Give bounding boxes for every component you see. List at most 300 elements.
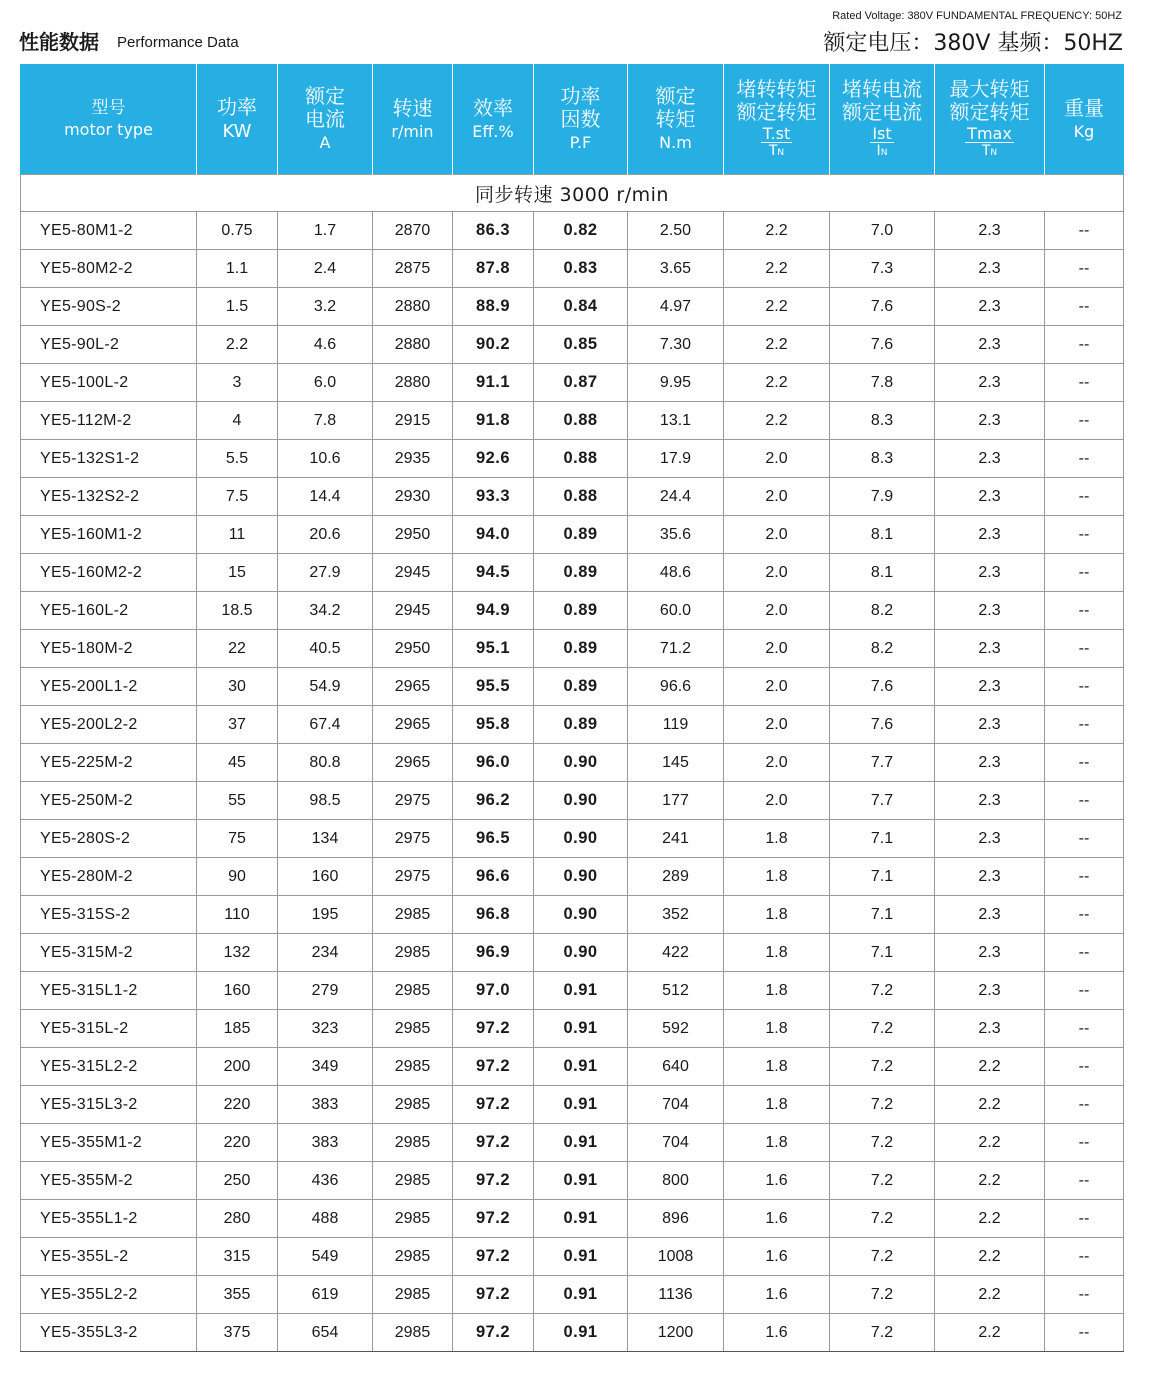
cell-power-factor: 0.90 <box>534 934 628 972</box>
cell-max-torque-ratio: 2.3 <box>935 896 1045 934</box>
ratio-fraction <box>870 125 893 160</box>
cell-speed: 2950 <box>373 630 453 668</box>
cell-efficiency: 86.3 <box>453 212 534 250</box>
table-row <box>21 1200 1124 1238</box>
cell-model: YE5-80M1-2 <box>21 212 197 250</box>
cell-locked-torque-ratio: 2.0 <box>724 478 830 516</box>
cell-speed: 2965 <box>373 668 453 706</box>
cell-rated-current: 3.2 <box>278 288 373 326</box>
cell-rated-current: 134 <box>278 820 373 858</box>
cell-rated-torque: 800 <box>628 1162 724 1200</box>
cell-speed: 2965 <box>373 706 453 744</box>
cell-weight: -- <box>1045 212 1124 250</box>
cell-weight: -- <box>1045 402 1124 440</box>
cell-rated-torque: 1008 <box>628 1238 724 1276</box>
cell-efficiency: 88.9 <box>453 288 534 326</box>
table-row <box>21 1314 1124 1352</box>
cell-power: 7.5 <box>197 478 278 516</box>
cell-model: YE5-100L-2 <box>21 364 197 402</box>
cell-speed: 2985 <box>373 1086 453 1124</box>
cell-rated-torque: 7.30 <box>628 326 724 364</box>
col-header-efficiency <box>453 64 534 175</box>
col-header-label: 功率因数 <box>560 84 601 132</box>
col-header-label: 额定电流 <box>305 84 345 132</box>
cell-efficiency: 96.2 <box>453 782 534 820</box>
cell-speed: 2985 <box>373 972 453 1010</box>
col-header-unit: motor type <box>64 120 153 140</box>
table-row <box>21 516 1124 554</box>
cell-power-factor: 0.89 <box>534 706 628 744</box>
cell-efficiency: 94.5 <box>453 554 534 592</box>
cell-model: YE5-315L1-2 <box>21 972 197 1010</box>
table-row <box>21 592 1124 630</box>
cell-power: 200 <box>197 1048 278 1086</box>
cell-max-torque-ratio: 2.3 <box>935 516 1045 554</box>
cell-locked-current-ratio: 7.2 <box>830 1048 935 1086</box>
cell-speed: 2975 <box>373 820 453 858</box>
cell-locked-torque-ratio: 1.6 <box>724 1314 830 1352</box>
cell-locked-torque-ratio: 2.2 <box>724 288 830 326</box>
cell-power-factor: 0.89 <box>534 668 628 706</box>
cell-weight: -- <box>1045 1314 1124 1352</box>
table-body <box>21 175 1124 1352</box>
cell-weight: -- <box>1045 744 1124 782</box>
cell-locked-current-ratio: 7.3 <box>830 250 935 288</box>
cell-efficiency: 95.8 <box>453 706 534 744</box>
cell-weight: -- <box>1045 1086 1124 1124</box>
cell-max-torque-ratio: 2.2 <box>935 1276 1045 1314</box>
cell-power: 160 <box>197 972 278 1010</box>
cell-locked-torque-ratio: 1.6 <box>724 1200 830 1238</box>
cell-model: YE5-160M2-2 <box>21 554 197 592</box>
cell-power: 37 <box>197 706 278 744</box>
cell-rated-torque: 704 <box>628 1086 724 1124</box>
cell-speed: 2985 <box>373 1314 453 1352</box>
cell-locked-current-ratio: 7.8 <box>830 364 935 402</box>
cell-locked-torque-ratio: 1.6 <box>724 1162 830 1200</box>
ratio-fraction <box>761 125 793 160</box>
cell-weight: -- <box>1045 858 1124 896</box>
col-header-rated-current <box>278 64 373 175</box>
cell-locked-torque-ratio: 1.8 <box>724 934 830 972</box>
cell-locked-torque-ratio: 1.8 <box>724 820 830 858</box>
cell-power-factor: 0.89 <box>534 554 628 592</box>
cell-weight: -- <box>1045 934 1124 972</box>
cell-locked-current-ratio: 7.1 <box>830 858 935 896</box>
cell-power-factor: 0.83 <box>534 250 628 288</box>
ratio-numerator: Ist <box>872 123 892 143</box>
cell-locked-torque-ratio: 1.8 <box>724 1124 830 1162</box>
cell-rated-current: 6.0 <box>278 364 373 402</box>
cell-max-torque-ratio: 2.2 <box>935 1238 1045 1276</box>
col-header-label: 额定转矩 <box>949 99 1030 124</box>
cell-power-factor: 0.91 <box>534 1200 628 1238</box>
cell-speed: 2930 <box>373 478 453 516</box>
table-row <box>21 212 1124 250</box>
col-header-unit: Kg <box>1073 121 1095 141</box>
ratio-numerator: T.st <box>762 123 791 143</box>
cell-power: 55 <box>197 782 278 820</box>
cell-power: 22 <box>197 630 278 668</box>
cell-speed: 2935 <box>373 440 453 478</box>
cell-rated-torque: 145 <box>628 744 724 782</box>
cell-rated-current: 549 <box>278 1238 373 1276</box>
cell-efficiency: 96.8 <box>453 896 534 934</box>
table-header <box>21 64 1124 175</box>
cell-power: 280 <box>197 1200 278 1238</box>
cell-rated-torque: 3.65 <box>628 250 724 288</box>
col-header-label: 堵转电流 <box>842 76 922 101</box>
cell-power-factor: 0.89 <box>534 630 628 668</box>
cell-weight: -- <box>1045 820 1124 858</box>
cell-rated-current: 98.5 <box>278 782 373 820</box>
cell-locked-current-ratio: 7.2 <box>830 1086 935 1124</box>
cell-locked-current-ratio: 7.1 <box>830 820 935 858</box>
cell-power-factor: 0.88 <box>534 478 628 516</box>
cell-rated-current: 27.9 <box>278 554 373 592</box>
cell-efficiency: 96.5 <box>453 820 534 858</box>
cell-rated-current: 383 <box>278 1086 373 1124</box>
page-title-zh: 性能数据 <box>19 30 99 54</box>
cell-weight: -- <box>1045 1124 1124 1162</box>
table-row <box>21 1124 1124 1162</box>
cell-max-torque-ratio: 2.3 <box>935 326 1045 364</box>
cell-efficiency: 91.1 <box>453 364 534 402</box>
cell-rated-current: 14.4 <box>278 478 373 516</box>
cell-power: 250 <box>197 1162 278 1200</box>
sync-speed-row <box>21 175 1124 212</box>
cell-locked-current-ratio: 7.7 <box>830 744 935 782</box>
cell-weight: -- <box>1045 706 1124 744</box>
cell-power-factor: 0.88 <box>534 440 628 478</box>
cell-model: YE5-200L2-2 <box>21 706 197 744</box>
table-row <box>21 782 1124 820</box>
cell-locked-current-ratio: 7.2 <box>830 1314 935 1352</box>
col-header-unit: N.m <box>659 133 692 153</box>
cell-max-torque-ratio: 2.3 <box>935 744 1045 782</box>
col-header-locked-torque-ratio <box>724 64 830 175</box>
col-header-unit: Eff.% <box>472 121 514 141</box>
cell-rated-current: 7.8 <box>278 402 373 440</box>
cell-speed: 2985 <box>373 1200 453 1238</box>
col-header-label: 最大转矩 <box>949 76 1030 101</box>
col-header-rated-torque <box>628 64 724 175</box>
col-header-label: 转速 <box>392 95 433 120</box>
cell-model: YE5-180M-2 <box>21 630 197 668</box>
cell-locked-current-ratio: 8.2 <box>830 630 935 668</box>
cell-weight: -- <box>1045 592 1124 630</box>
cell-power: 18.5 <box>197 592 278 630</box>
cell-efficiency: 94.0 <box>453 516 534 554</box>
cell-efficiency: 97.2 <box>453 1314 534 1352</box>
table-row <box>21 744 1124 782</box>
table-row <box>21 1238 1124 1276</box>
cell-locked-current-ratio: 7.2 <box>830 972 935 1010</box>
cell-model: YE5-355L2-2 <box>21 1276 197 1314</box>
col-header-label: 效率 <box>473 95 513 120</box>
cell-power: 1.1 <box>197 250 278 288</box>
cell-locked-current-ratio: 8.3 <box>830 440 935 478</box>
col-header-label: 功率 <box>217 94 257 119</box>
cell-rated-torque: 422 <box>628 934 724 972</box>
cell-power: 220 <box>197 1124 278 1162</box>
cell-power-factor: 0.82 <box>534 212 628 250</box>
cell-power: 132 <box>197 934 278 972</box>
cell-power-factor: 0.91 <box>534 1314 628 1352</box>
cell-power-factor: 0.91 <box>534 1276 628 1314</box>
cell-weight: -- <box>1045 1010 1124 1048</box>
col-header-unit: r/min <box>391 121 434 141</box>
cell-rated-current: 160 <box>278 858 373 896</box>
cell-rated-torque: 4.97 <box>628 288 724 326</box>
cell-rated-torque: 241 <box>628 820 724 858</box>
cell-rated-current: 20.6 <box>278 516 373 554</box>
cell-max-torque-ratio: 2.2 <box>935 1314 1045 1352</box>
cell-power-factor: 0.90 <box>534 896 628 934</box>
cell-weight: -- <box>1045 516 1124 554</box>
cell-rated-torque: 119 <box>628 706 724 744</box>
cell-power-factor: 0.89 <box>534 592 628 630</box>
cell-rated-current: 67.4 <box>278 706 373 744</box>
table-row <box>21 706 1124 744</box>
cell-power-factor: 0.90 <box>534 782 628 820</box>
cell-locked-torque-ratio: 1.8 <box>724 972 830 1010</box>
cell-rated-current: 383 <box>278 1124 373 1162</box>
cell-efficiency: 97.2 <box>453 1124 534 1162</box>
cell-locked-torque-ratio: 2.0 <box>724 744 830 782</box>
table-row <box>21 896 1124 934</box>
cell-max-torque-ratio: 2.3 <box>935 478 1045 516</box>
table-row <box>21 402 1124 440</box>
cell-model: YE5-160L-2 <box>21 592 197 630</box>
cell-max-torque-ratio: 2.3 <box>935 630 1045 668</box>
cell-locked-torque-ratio: 1.6 <box>724 1276 830 1314</box>
cell-weight: -- <box>1045 554 1124 592</box>
cell-locked-torque-ratio: 2.0 <box>724 630 830 668</box>
col-header-label: 额定转矩 <box>655 84 696 132</box>
cell-max-torque-ratio: 2.3 <box>935 592 1045 630</box>
cell-max-torque-ratio: 2.2 <box>935 1200 1045 1238</box>
cell-rated-torque: 24.4 <box>628 478 724 516</box>
cell-locked-current-ratio: 7.7 <box>830 782 935 820</box>
cell-power: 315 <box>197 1238 278 1276</box>
cell-rated-current: 40.5 <box>278 630 373 668</box>
ratio-denominator: TN <box>981 143 998 160</box>
cell-efficiency: 97.2 <box>453 1010 534 1048</box>
table-row <box>21 1010 1124 1048</box>
cell-max-torque-ratio: 2.2 <box>935 1124 1045 1162</box>
cell-power: 5.5 <box>197 440 278 478</box>
cell-speed: 2965 <box>373 744 453 782</box>
cell-max-torque-ratio: 2.3 <box>935 402 1045 440</box>
cell-power-factor: 0.90 <box>534 820 628 858</box>
cell-model: YE5-280M-2 <box>21 858 197 896</box>
cell-model: YE5-160M1-2 <box>21 516 197 554</box>
table-row <box>21 478 1124 516</box>
cell-rated-torque: 512 <box>628 972 724 1010</box>
cell-power: 1.5 <box>197 288 278 326</box>
cell-locked-current-ratio: 7.2 <box>830 1124 935 1162</box>
cell-weight: -- <box>1045 1162 1124 1200</box>
cell-power-factor: 0.91 <box>534 1124 628 1162</box>
cell-locked-current-ratio: 7.6 <box>830 326 935 364</box>
cell-speed: 2870 <box>373 212 453 250</box>
cell-rated-torque: 640 <box>628 1048 724 1086</box>
cell-power: 2.2 <box>197 326 278 364</box>
cell-rated-torque: 17.9 <box>628 440 724 478</box>
cell-power: 0.75 <box>197 212 278 250</box>
cell-locked-current-ratio: 7.2 <box>830 1200 935 1238</box>
col-header-label: 堵转转矩 <box>736 76 817 101</box>
cell-weight: -- <box>1045 1200 1124 1238</box>
cell-power-factor: 0.89 <box>534 516 628 554</box>
cell-rated-current: 323 <box>278 1010 373 1048</box>
cell-model: YE5-80M2-2 <box>21 250 197 288</box>
cell-power-factor: 0.84 <box>534 288 628 326</box>
cell-rated-current: 619 <box>278 1276 373 1314</box>
cell-locked-torque-ratio: 2.2 <box>724 364 830 402</box>
cell-locked-torque-ratio: 1.8 <box>724 896 830 934</box>
cell-locked-current-ratio: 7.1 <box>830 934 935 972</box>
cell-locked-torque-ratio: 2.0 <box>724 516 830 554</box>
cell-rated-current: 234 <box>278 934 373 972</box>
cell-efficiency: 96.0 <box>453 744 534 782</box>
cell-efficiency: 94.9 <box>453 592 534 630</box>
col-header-label: 额定电流 <box>842 99 922 124</box>
cell-rated-torque: 60.0 <box>628 592 724 630</box>
cell-max-torque-ratio: 2.3 <box>935 364 1045 402</box>
cell-rated-torque: 896 <box>628 1200 724 1238</box>
cell-locked-current-ratio: 7.2 <box>830 1238 935 1276</box>
cell-power-factor: 0.88 <box>534 402 628 440</box>
cell-weight: -- <box>1045 478 1124 516</box>
cell-rated-torque: 96.6 <box>628 668 724 706</box>
cell-max-torque-ratio: 2.2 <box>935 1086 1045 1124</box>
cell-power: 15 <box>197 554 278 592</box>
cell-rated-torque: 1200 <box>628 1314 724 1352</box>
cell-speed: 2975 <box>373 858 453 896</box>
cell-power-factor: 0.91 <box>534 972 628 1010</box>
cell-efficiency: 97.2 <box>453 1200 534 1238</box>
cell-max-torque-ratio: 2.3 <box>935 668 1045 706</box>
cell-max-torque-ratio: 2.3 <box>935 820 1045 858</box>
col-header-speed <box>373 64 453 175</box>
cell-locked-torque-ratio: 1.8 <box>724 1010 830 1048</box>
cell-model: YE5-132S1-2 <box>21 440 197 478</box>
cell-weight: -- <box>1045 1048 1124 1086</box>
cell-rated-torque: 289 <box>628 858 724 896</box>
cell-locked-current-ratio: 8.1 <box>830 516 935 554</box>
sync-speed-label: 同步转速 3000 r/min <box>21 175 1124 212</box>
cell-locked-torque-ratio: 2.0 <box>724 440 830 478</box>
cell-power: 3 <box>197 364 278 402</box>
col-header-locked-current-ratio <box>830 64 935 175</box>
cell-rated-torque: 2.50 <box>628 212 724 250</box>
cell-model: YE5-250M-2 <box>21 782 197 820</box>
cell-locked-current-ratio: 7.6 <box>830 706 935 744</box>
cell-rated-current: 1.7 <box>278 212 373 250</box>
cell-rated-current: 2.4 <box>278 250 373 288</box>
cell-locked-torque-ratio: 2.2 <box>724 250 830 288</box>
cell-power-factor: 0.90 <box>534 744 628 782</box>
cell-rated-torque: 592 <box>628 1010 724 1048</box>
cell-locked-torque-ratio: 2.0 <box>724 592 830 630</box>
cell-model: YE5-112M-2 <box>21 402 197 440</box>
cell-weight: -- <box>1045 1238 1124 1276</box>
cell-weight: -- <box>1045 668 1124 706</box>
table-row <box>21 440 1124 478</box>
cell-weight: -- <box>1045 1276 1124 1314</box>
cell-locked-current-ratio: 7.1 <box>830 896 935 934</box>
cell-model: YE5-355M-2 <box>21 1162 197 1200</box>
cell-locked-torque-ratio: 2.2 <box>724 402 830 440</box>
performance-table <box>20 64 1124 1352</box>
cell-locked-current-ratio: 8.1 <box>830 554 935 592</box>
col-header-max-torque-ratio <box>935 64 1045 175</box>
ratio-denominator: TN <box>768 143 785 160</box>
cell-speed: 2875 <box>373 250 453 288</box>
cell-efficiency: 97.2 <box>453 1276 534 1314</box>
cell-rated-current: 54.9 <box>278 668 373 706</box>
cell-locked-current-ratio: 7.2 <box>830 1162 935 1200</box>
cell-power: 4 <box>197 402 278 440</box>
cell-model: YE5-225M-2 <box>21 744 197 782</box>
cell-rated-torque: 13.1 <box>628 402 724 440</box>
cell-model: YE5-315L3-2 <box>21 1086 197 1124</box>
table-row <box>21 972 1124 1010</box>
ratio-numerator: Tmax <box>967 123 1012 143</box>
cell-speed: 2945 <box>373 592 453 630</box>
table-row <box>21 934 1124 972</box>
cell-max-torque-ratio: 2.3 <box>935 440 1045 478</box>
cell-rated-torque: 48.6 <box>628 554 724 592</box>
cell-speed: 2880 <box>373 364 453 402</box>
cell-efficiency: 96.6 <box>453 858 534 896</box>
cell-power-factor: 0.91 <box>534 1086 628 1124</box>
col-header-unit: KW <box>222 120 252 142</box>
cell-model: YE5-315L2-2 <box>21 1048 197 1086</box>
cell-model: YE5-280S-2 <box>21 820 197 858</box>
cell-locked-current-ratio: 8.2 <box>830 592 935 630</box>
cell-efficiency: 95.1 <box>453 630 534 668</box>
cell-max-torque-ratio: 2.3 <box>935 212 1045 250</box>
cell-rated-current: 80.8 <box>278 744 373 782</box>
cell-max-torque-ratio: 2.3 <box>935 1010 1045 1048</box>
col-header-weight <box>1045 64 1124 175</box>
table-row <box>21 554 1124 592</box>
cell-locked-current-ratio: 7.9 <box>830 478 935 516</box>
cell-model: YE5-90S-2 <box>21 288 197 326</box>
cell-rated-current: 195 <box>278 896 373 934</box>
table-row <box>21 1276 1124 1314</box>
cell-model: YE5-200L1-2 <box>21 668 197 706</box>
rated-voltage-en: Rated Voltage: 380V FUNDAMENTAL FREQUENCY: 50HZ <box>832 10 1122 22</box>
col-header-label: 型号 <box>91 97 126 118</box>
ratio-denominator: IN <box>876 143 888 160</box>
cell-power-factor: 0.85 <box>534 326 628 364</box>
cell-locked-torque-ratio: 2.0 <box>724 554 830 592</box>
col-header-label: 重量 <box>1064 95 1104 120</box>
cell-weight: -- <box>1045 250 1124 288</box>
table-row <box>21 326 1124 364</box>
cell-speed: 2915 <box>373 402 453 440</box>
cell-locked-torque-ratio: 1.6 <box>724 1238 830 1276</box>
table-row <box>21 820 1124 858</box>
cell-max-torque-ratio: 2.2 <box>935 1048 1045 1086</box>
cell-locked-current-ratio: 7.6 <box>830 668 935 706</box>
cell-speed: 2985 <box>373 896 453 934</box>
cell-max-torque-ratio: 2.3 <box>935 288 1045 326</box>
